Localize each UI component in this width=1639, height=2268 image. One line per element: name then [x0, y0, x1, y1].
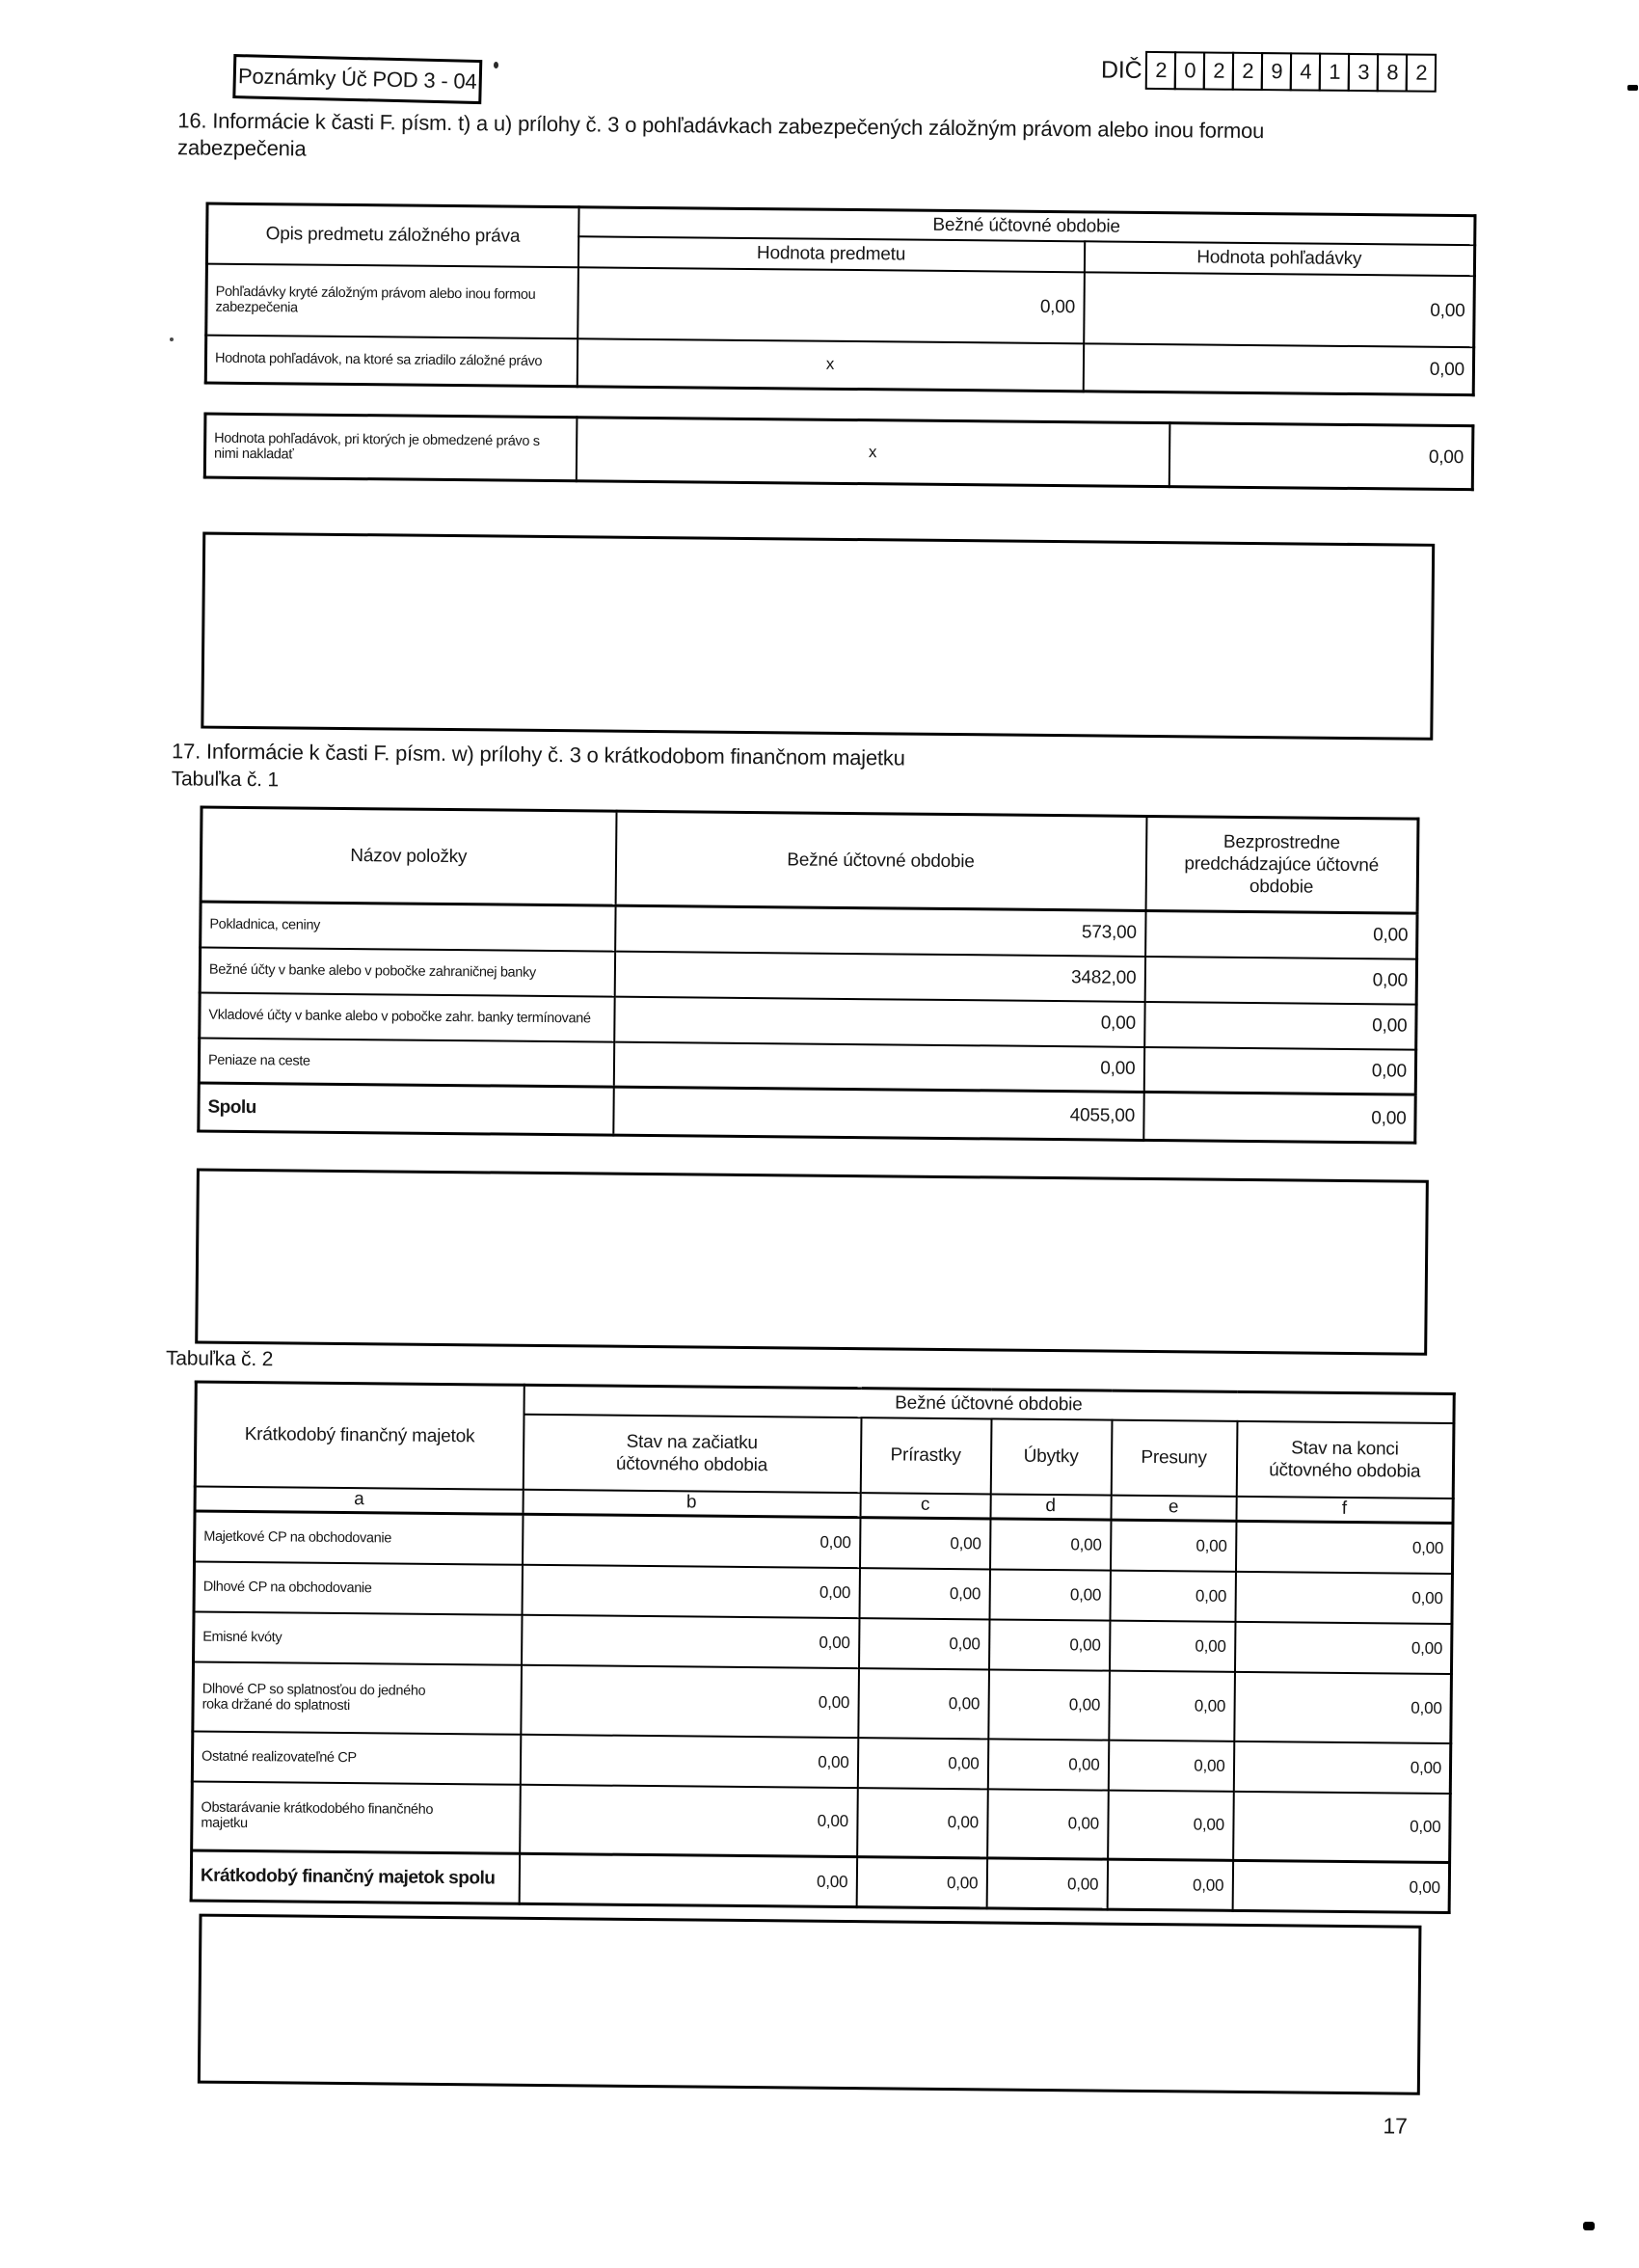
pledge-row-label: Pohľadávky kryté záložným právom alebo inou formou zabezpečenia	[215, 284, 536, 315]
table2-col-increase-header: Prírastky	[860, 1418, 991, 1494]
table2-cell: 0,00	[989, 1519, 1110, 1570]
scan-speck	[494, 62, 498, 68]
dic-digit-box: 8	[1377, 53, 1408, 92]
table2-row-label: Obstarávanie krátkodobého finančného majetku	[201, 1799, 434, 1832]
table-row	[191, 1850, 1449, 1913]
table-row	[199, 1083, 1415, 1143]
pledge-row-value: 0,00	[1083, 343, 1473, 395]
table1-total-current: 4055,00	[613, 1087, 1143, 1140]
table2-cell: 0,00	[523, 1514, 860, 1567]
table2-cell: 0,00	[1233, 1791, 1451, 1862]
dic-digit-box: 0	[1174, 51, 1205, 90]
table2-cell: 0,00	[521, 1664, 859, 1737]
section17-heading: 17. Informácie k časti F. písm. w) prílohy č. 3 o krátkodobom finančnom majetku	[171, 739, 905, 770]
table2-cell: 0,00	[859, 1618, 989, 1669]
table2-cell: 0,00	[1110, 1570, 1235, 1621]
table2-cell: 0,00	[1109, 1620, 1234, 1671]
table2-cell: 0,00	[986, 1858, 1107, 1909]
dic-label: DIČ	[1100, 55, 1142, 84]
table2-row-label: Emisné kvóty	[202, 1629, 282, 1645]
table2-letter: d	[990, 1494, 1111, 1520]
table2-col-period-header: Bežné účtovné obdobie	[524, 1385, 1454, 1422]
table1-row-current: 0,00	[613, 1041, 1143, 1092]
table1-row-current: 573,00	[615, 905, 1145, 956]
dic-digit-box: 4	[1290, 52, 1321, 91]
dic-digit-box: 2	[1203, 51, 1234, 90]
table1-col-item-header: Názov položky	[201, 807, 616, 905]
pledge-row-x: x	[577, 338, 1083, 392]
restricted-row-value: 0,00	[1169, 423, 1473, 490]
table2-cell: 0,00	[1110, 1520, 1235, 1571]
table1-total-previous: 0,00	[1143, 1092, 1415, 1143]
table-row	[206, 263, 1475, 347]
scan-speck	[170, 338, 174, 341]
notes-empty-box	[198, 1914, 1422, 2095]
table1-caption: Tabuľka č. 1	[171, 768, 280, 792]
table-row	[192, 1781, 1451, 1863]
table2-col-decrease-header: Úbytky	[990, 1418, 1112, 1495]
table2-cell: 0,00	[1232, 1860, 1450, 1912]
table2-letter: e	[1111, 1495, 1236, 1521]
table2-cell: 0,00	[1233, 1741, 1451, 1793]
table2-cell: 0,00	[987, 1789, 1109, 1859]
pledge-col-period-header: Bežné účtovné obdobie	[578, 207, 1475, 245]
table1-col-previous-header: Bezprostredne predchádzajúce účtovné obdobie	[1184, 831, 1380, 898]
table1-row-previous: 0,00	[1144, 956, 1416, 1004]
table2-cell: 0,00	[1234, 1621, 1452, 1673]
table2-cell: 0,00	[1235, 1521, 1453, 1573]
notes-empty-box	[195, 1169, 1429, 1356]
short-term-assets-table1	[197, 806, 1419, 1145]
table2-cell: 0,00	[857, 1788, 988, 1858]
table2-cell: 0,00	[1108, 1790, 1234, 1860]
table2-row-label: Majetkové CP na obchodovanie	[203, 1528, 392, 1547]
table2-cell: 0,00	[1108, 1740, 1233, 1791]
dic-digit-box: 2	[1406, 54, 1437, 93]
table1-row-previous: 0,00	[1144, 1001, 1416, 1049]
table-row	[204, 414, 1473, 490]
dic-digit-box: 1	[1319, 53, 1350, 92]
table2-cell: 0,00	[859, 1568, 989, 1619]
restricted-row-x: x	[576, 418, 1169, 487]
table2-col-transfer-header: Presuny	[1111, 1419, 1237, 1496]
table1-row-label: Peniaze na ceste	[207, 1052, 310, 1069]
pledge-col-subject-header: Opis predmetu záložného práva	[206, 203, 578, 267]
table2-row-label: Dlhové CP so splatnosťou do jedného roka držané do splatnosti	[202, 1681, 426, 1714]
table2-cell: 0,00	[989, 1569, 1110, 1620]
table1-row-current: 3482,00	[614, 951, 1144, 1001]
table2-cell: 0,00	[987, 1739, 1108, 1790]
table1-row-current: 0,00	[614, 996, 1144, 1046]
pledge-table	[204, 202, 1477, 397]
table2-cell: 0,00	[1107, 1859, 1232, 1910]
table1-total-label: Spolu	[207, 1096, 256, 1118]
table2-cell: 0,00	[520, 1734, 857, 1787]
table2-col-begin-header: Stav na začiatku účtovného obdobia	[615, 1431, 768, 1475]
table2-letter: c	[860, 1493, 990, 1519]
table2-cell: 0,00	[522, 1614, 859, 1667]
short-term-assets-table2	[190, 1381, 1456, 1915]
table1-row-label: Vkladové účty v banke alebo v pobočke zahr. banky termínované	[208, 1007, 591, 1027]
page-number: 17	[1383, 2113, 1408, 2139]
notes-empty-box	[201, 532, 1435, 741]
table2-letter: a	[195, 1486, 523, 1514]
table1-row-previous: 0,00	[1143, 1046, 1415, 1094]
table2-cell: 0,00	[860, 1518, 990, 1569]
form-code-label: Poznámky Úč POD 3 - 04	[237, 64, 477, 94]
table2-cell: 0,00	[988, 1619, 1109, 1670]
dic-digit-box: 2	[1232, 52, 1263, 91]
table1-row-label: Pokladnica, ceniny	[209, 916, 321, 933]
table2-total-label: Krátkodobý finančný majetok spolu	[200, 1865, 496, 1889]
dic-digit-box: 9	[1261, 52, 1292, 91]
table2-cell: 0,00	[857, 1738, 987, 1789]
table2-row-label: Dlhové CP na obchodovanie	[202, 1579, 372, 1596]
table2-cell: 0,00	[1109, 1670, 1235, 1741]
restricted-receivables-table	[203, 413, 1475, 492]
scan-speck	[1627, 85, 1638, 91]
table2-letter: f	[1236, 1496, 1453, 1523]
form-code-box	[232, 54, 482, 104]
table2-cell: 0,00	[1235, 1571, 1453, 1623]
table2-col-asset-header: Krátkodobý finančný majetok	[195, 1382, 524, 1489]
dic-digit-box: 2	[1145, 51, 1176, 90]
table2-cell: 0,00	[856, 1857, 986, 1908]
restricted-row-label: Hodnota pohľadávok, pri ktorých je obmedzené právo s nimi nakladať	[213, 430, 540, 462]
dic-field	[1101, 50, 1437, 92]
pledge-col-value-receivable-header: Hodnota pohľadávky	[1084, 241, 1474, 276]
scan-speck	[1583, 2222, 1595, 2230]
table2-letter: b	[523, 1489, 860, 1517]
table2-caption: Tabuľka č. 2	[165, 1347, 274, 1371]
pledge-row-value: 0,00	[578, 267, 1085, 343]
table2-cell: 0,00	[520, 1784, 858, 1856]
table1-col-current-header: Bežné účtovné obdobie	[615, 811, 1146, 910]
pledge-col-value-subject-header: Hodnota predmetu	[578, 236, 1084, 272]
table-row	[193, 1661, 1452, 1743]
table2-cell: 0,00	[522, 1564, 859, 1617]
pledge-row-value: 0,00	[1084, 272, 1475, 347]
pledge-row-label: Hodnota pohľadávok, na ktoré sa zriadilo záložné právo	[214, 350, 543, 370]
table1-row-label: Bežné účty v banke alebo v pobočke zahraničnej banky	[208, 961, 536, 981]
section16-heading: 16. Informácie k časti F. písm. t) a u) prílohy č. 3 o pohľadávkach zabezpečených záložným právom alebo inou formou zabezpečenia	[176, 108, 1265, 161]
table2-cell: 0,00	[858, 1668, 989, 1739]
table2-cell: 0,00	[1234, 1671, 1452, 1742]
table2-cell: 0,00	[519, 1853, 856, 1906]
table2-col-end-header: Stav na konci účtovného obdobia	[1269, 1437, 1421, 1482]
table1-row-previous: 0,00	[1145, 910, 1417, 958]
table2-cell: 0,00	[988, 1669, 1110, 1740]
table2-row-label: Ostatné realizovateľné CP	[202, 1748, 357, 1766]
dic-digit-box: 3	[1348, 53, 1379, 92]
